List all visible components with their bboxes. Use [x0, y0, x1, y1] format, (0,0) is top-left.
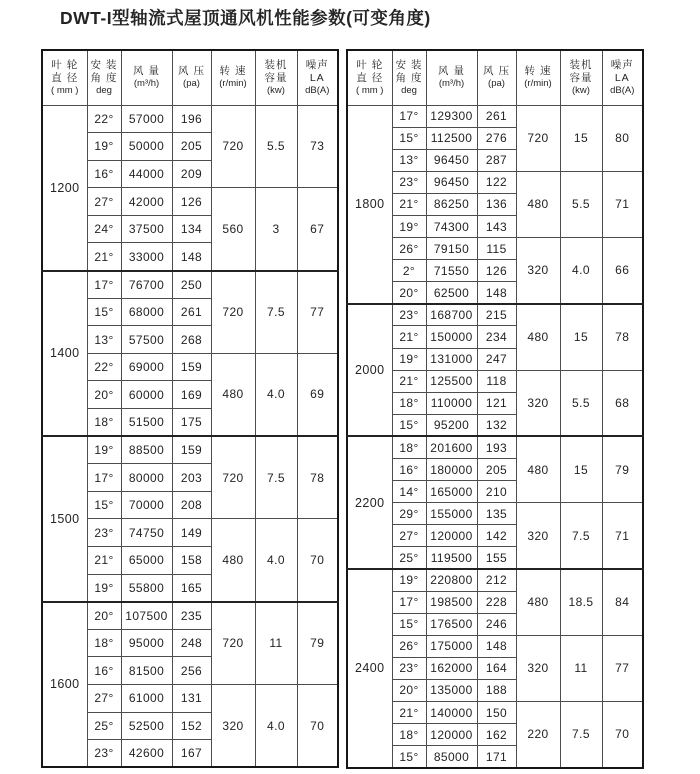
angle-cell: 21°: [392, 193, 426, 215]
pressure-cell: 235: [172, 602, 211, 630]
pressure-cell: 287: [477, 149, 516, 171]
angle-cell: 19°: [392, 569, 426, 591]
pressure-cell: 193: [477, 436, 516, 458]
pressure-cell: 212: [477, 569, 516, 591]
angle-cell: 24°: [87, 215, 121, 243]
angle-cell: 15°: [392, 613, 426, 635]
capacity-cell: 15: [560, 436, 602, 502]
pressure-cell: 171: [477, 746, 516, 768]
volume-cell: 201600: [426, 436, 477, 458]
col-header-volume: 风 量 (m³/h): [121, 50, 172, 105]
volume-cell: 180000: [426, 459, 477, 481]
pressure-cell: 142: [477, 525, 516, 547]
volume-cell: 55800: [121, 574, 172, 602]
speed-cell: 720: [211, 271, 255, 354]
diameter-section-1200: [42, 105, 338, 271]
noise-cell: 77: [602, 635, 643, 701]
volume-cell: 155000: [426, 503, 477, 525]
volume-cell: 62500: [426, 282, 477, 304]
angle-cell: 22°: [87, 353, 121, 381]
angle-cell: 27°: [87, 684, 121, 712]
angle-cell: 16°: [87, 160, 121, 188]
volume-cell: 71550: [426, 260, 477, 282]
pressure-cell: 162: [477, 724, 516, 746]
pressure-cell: 228: [477, 591, 516, 613]
volume-cell: 120000: [426, 525, 477, 547]
angle-cell: 20°: [392, 282, 426, 304]
diameter-section-1800: [347, 105, 643, 304]
volume-cell: 51500: [121, 409, 172, 437]
angle-cell: 21°: [392, 370, 426, 392]
angle-cell: 23°: [392, 657, 426, 679]
angle-cell: 21°: [392, 326, 426, 348]
col-header-angle: 安 装 角 度 deg: [392, 50, 426, 105]
capacity-cell: 7.5: [255, 271, 297, 354]
angle-cell: 27°: [87, 188, 121, 216]
volume-cell: 165000: [426, 481, 477, 503]
table-row: [347, 436, 643, 458]
noise-cell: 71: [602, 171, 643, 237]
volume-cell: 112500: [426, 127, 477, 149]
pressure-cell: 148: [477, 635, 516, 657]
table-row: [347, 105, 643, 127]
table-row: [42, 105, 338, 133]
angle-cell: 15°: [87, 298, 121, 326]
capacity-cell: 3: [255, 188, 297, 271]
volume-cell: 198500: [426, 591, 477, 613]
volume-cell: 168700: [426, 304, 477, 326]
capacity-cell: 11: [255, 602, 297, 685]
angle-cell: 18°: [392, 436, 426, 458]
diameter-section-1600: [42, 602, 338, 768]
speed-cell: 480: [211, 353, 255, 436]
performance-table-right: [346, 49, 644, 769]
speed-cell: 480: [211, 519, 255, 602]
pressure-cell: 261: [477, 105, 516, 127]
volume-cell: 42600: [121, 740, 172, 768]
pressure-cell: 210: [477, 481, 516, 503]
volume-cell: 95000: [121, 629, 172, 657]
table-row: [347, 238, 643, 260]
diameter-cell: 2400: [347, 569, 392, 768]
angle-cell: 25°: [392, 547, 426, 569]
page-title: DWT-I型轴流式屋顶通风机性能参数(可变角度): [60, 8, 431, 28]
angle-cell: 21°: [87, 243, 121, 271]
speed-cell: 560: [211, 188, 255, 271]
volume-cell: 79150: [426, 238, 477, 260]
col-header-diameter: 叶 轮 直 径 ( mm ): [347, 50, 392, 105]
pressure-cell: 188: [477, 679, 516, 701]
capacity-cell: 7.5: [255, 436, 297, 519]
angle-cell: 23°: [87, 740, 121, 768]
angle-cell: 17°: [392, 105, 426, 127]
angle-cell: 21°: [87, 547, 121, 575]
speed-cell: 720: [211, 602, 255, 685]
volume-cell: 175000: [426, 635, 477, 657]
volume-cell: 135000: [426, 679, 477, 701]
volume-cell: 69000: [121, 353, 172, 381]
diameter-section-2400: [347, 569, 643, 768]
table-header: [347, 50, 643, 105]
pressure-cell: 205: [477, 459, 516, 481]
diameter-section-2000: [347, 304, 643, 437]
angle-cell: 13°: [87, 326, 121, 354]
pressure-cell: 152: [172, 712, 211, 740]
col-header-pressure: 风 压 (pa): [477, 50, 516, 105]
pressure-cell: 143: [477, 215, 516, 237]
pressure-cell: 121: [477, 392, 516, 414]
pressure-cell: 215: [477, 304, 516, 326]
angle-cell: 15°: [392, 127, 426, 149]
col-header-pressure: 风 压 (pa): [172, 50, 211, 105]
angle-cell: 23°: [87, 519, 121, 547]
volume-cell: 57000: [121, 105, 172, 133]
table-row: [42, 602, 338, 630]
speed-cell: 320: [516, 635, 560, 701]
capacity-cell: 15: [560, 304, 602, 370]
pressure-cell: 122: [477, 171, 516, 193]
noise-cell: 70: [602, 702, 643, 768]
noise-cell: 80: [602, 105, 643, 171]
pressure-cell: 131: [172, 684, 211, 712]
angle-cell: 17°: [87, 271, 121, 299]
noise-cell: 66: [602, 238, 643, 304]
volume-cell: 150000: [426, 326, 477, 348]
speed-cell: 720: [516, 105, 560, 171]
volume-cell: 140000: [426, 702, 477, 724]
speed-cell: 480: [516, 171, 560, 237]
capacity-cell: 4.0: [255, 353, 297, 436]
col-header-angle: 安 装 角 度 deg: [87, 50, 121, 105]
noise-cell: 78: [602, 304, 643, 370]
table-row: [347, 635, 643, 657]
volume-cell: 33000: [121, 243, 172, 271]
volume-cell: 68000: [121, 298, 172, 326]
pressure-cell: 203: [172, 464, 211, 492]
pressure-cell: 148: [172, 243, 211, 271]
angle-cell: 19°: [87, 436, 121, 464]
pressure-cell: 126: [172, 188, 211, 216]
table-row: [347, 702, 643, 724]
angle-cell: 15°: [87, 491, 121, 519]
angle-cell: 22°: [87, 105, 121, 133]
volume-cell: 176500: [426, 613, 477, 635]
volume-cell: 44000: [121, 160, 172, 188]
speed-cell: 320: [516, 238, 560, 304]
col-header-capacity: 装机 容量 (kw): [560, 50, 602, 105]
pressure-cell: 148: [477, 282, 516, 304]
speed-cell: 320: [211, 684, 255, 767]
pressure-cell: 115: [477, 238, 516, 260]
table-header: [42, 50, 338, 105]
diameter-cell: 1200: [42, 105, 87, 271]
pressure-cell: 159: [172, 353, 211, 381]
table-row: [347, 503, 643, 525]
diameter-cell: 2000: [347, 304, 392, 437]
pressure-cell: 167: [172, 740, 211, 768]
pressure-cell: 234: [477, 326, 516, 348]
volume-cell: 119500: [426, 547, 477, 569]
volume-cell: 81500: [121, 657, 172, 685]
angle-cell: 18°: [87, 409, 121, 437]
noise-cell: 84: [602, 569, 643, 635]
angle-cell: 26°: [392, 635, 426, 657]
col-header-speed: 转 速 (r/min): [211, 50, 255, 105]
noise-cell: 78: [297, 436, 338, 519]
table-row: [347, 171, 643, 193]
pressure-cell: 149: [172, 519, 211, 547]
pressure-cell: 208: [172, 491, 211, 519]
noise-cell: 68: [602, 370, 643, 436]
pressure-cell: 134: [172, 215, 211, 243]
capacity-cell: 5.5: [560, 370, 602, 436]
diameter-cell: 2200: [347, 436, 392, 569]
capacity-cell: 7.5: [560, 702, 602, 768]
capacity-cell: 4.0: [255, 519, 297, 602]
pressure-cell: 247: [477, 348, 516, 370]
volume-cell: 85000: [426, 746, 477, 768]
noise-cell: 77: [297, 271, 338, 354]
pressure-cell: 155: [477, 547, 516, 569]
pressure-cell: 175: [172, 409, 211, 437]
capacity-cell: 4.0: [560, 238, 602, 304]
capacity-cell: 18.5: [560, 569, 602, 635]
table-row: [347, 370, 643, 392]
noise-cell: 73: [297, 105, 338, 188]
angle-cell: 19°: [392, 348, 426, 370]
diameter-cell: 1500: [42, 436, 87, 602]
speed-cell: 720: [211, 105, 255, 188]
diameter-section-1400: [42, 271, 338, 437]
angle-cell: 16°: [87, 657, 121, 685]
angle-cell: 27°: [392, 525, 426, 547]
noise-cell: 79: [602, 436, 643, 502]
table-row: [42, 436, 338, 464]
speed-cell: 320: [516, 503, 560, 569]
pressure-cell: 248: [172, 629, 211, 657]
volume-cell: 37500: [121, 215, 172, 243]
diameter-cell: 1600: [42, 602, 87, 768]
angle-cell: 17°: [392, 591, 426, 613]
volume-cell: 162000: [426, 657, 477, 679]
col-header-noise: 噪声 LA dB(A): [297, 50, 338, 105]
pressure-cell: 268: [172, 326, 211, 354]
angle-cell: 18°: [392, 392, 426, 414]
pressure-cell: 209: [172, 160, 211, 188]
angle-cell: 13°: [392, 149, 426, 171]
capacity-cell: 15: [560, 105, 602, 171]
angle-cell: 2°: [392, 260, 426, 282]
volume-cell: 80000: [121, 464, 172, 492]
pressure-cell: 126: [477, 260, 516, 282]
volume-cell: 76700: [121, 271, 172, 299]
volume-cell: 120000: [426, 724, 477, 746]
volume-cell: 88500: [121, 436, 172, 464]
pressure-cell: 169: [172, 381, 211, 409]
angle-cell: 23°: [392, 304, 426, 326]
volume-cell: 74300: [426, 215, 477, 237]
pressure-cell: 165: [172, 574, 211, 602]
volume-cell: 86250: [426, 193, 477, 215]
table-row: [42, 684, 338, 712]
volume-cell: 220800: [426, 569, 477, 591]
speed-cell: 480: [516, 436, 560, 502]
angle-cell: 14°: [392, 481, 426, 503]
volume-cell: 96450: [426, 149, 477, 171]
angle-cell: 20°: [392, 679, 426, 701]
capacity-cell: 5.5: [255, 105, 297, 188]
pressure-cell: 246: [477, 613, 516, 635]
angle-cell: 18°: [392, 724, 426, 746]
pressure-cell: 261: [172, 298, 211, 326]
volume-cell: 74750: [121, 519, 172, 547]
capacity-cell: 4.0: [255, 684, 297, 767]
pressure-cell: 196: [172, 105, 211, 133]
col-header-diameter: 叶 轮 直 径 ( mm ): [42, 50, 87, 105]
pressure-cell: 159: [172, 436, 211, 464]
angle-cell: 17°: [87, 464, 121, 492]
diameter-section-1500: [42, 436, 338, 602]
col-header-volume: 风 量 (m³/h): [426, 50, 477, 105]
table-row: [42, 353, 338, 381]
capacity-cell: 7.5: [560, 503, 602, 569]
volume-cell: 110000: [426, 392, 477, 414]
pressure-cell: 118: [477, 370, 516, 392]
angle-cell: 19°: [392, 215, 426, 237]
noise-cell: 71: [602, 503, 643, 569]
angle-cell: 16°: [392, 459, 426, 481]
tables-row: [41, 49, 700, 769]
volume-cell: 96450: [426, 171, 477, 193]
noise-cell: 67: [297, 188, 338, 271]
capacity-cell: 5.5: [560, 171, 602, 237]
diameter-cell: 1400: [42, 271, 87, 437]
pressure-cell: 132: [477, 414, 516, 436]
pressure-cell: 250: [172, 271, 211, 299]
angle-cell: 21°: [392, 702, 426, 724]
angle-cell: 18°: [87, 629, 121, 657]
angle-cell: 26°: [392, 238, 426, 260]
volume-cell: 95200: [426, 414, 477, 436]
pressure-cell: 256: [172, 657, 211, 685]
volume-cell: 131000: [426, 348, 477, 370]
angle-cell: 15°: [392, 746, 426, 768]
volume-cell: 125500: [426, 370, 477, 392]
noise-cell: 70: [297, 684, 338, 767]
pressure-cell: 164: [477, 657, 516, 679]
angle-cell: 23°: [392, 171, 426, 193]
angle-cell: 15°: [392, 414, 426, 436]
angle-cell: 20°: [87, 381, 121, 409]
diameter-section-2200: [347, 436, 643, 569]
table-row: [42, 519, 338, 547]
noise-cell: 79: [297, 602, 338, 685]
volume-cell: 70000: [121, 491, 172, 519]
volume-cell: 129300: [426, 105, 477, 127]
table-row: [347, 569, 643, 591]
volume-cell: 52500: [121, 712, 172, 740]
pressure-cell: 158: [172, 547, 211, 575]
speed-cell: 320: [516, 370, 560, 436]
pressure-cell: 205: [172, 133, 211, 161]
volume-cell: 107500: [121, 602, 172, 630]
page: [0, 5, 700, 774]
noise-cell: 69: [297, 353, 338, 436]
angle-cell: 25°: [87, 712, 121, 740]
volume-cell: 65000: [121, 547, 172, 575]
speed-cell: 220: [516, 702, 560, 768]
pressure-cell: 136: [477, 193, 516, 215]
speed-cell: 480: [516, 569, 560, 635]
angle-cell: 20°: [87, 602, 121, 630]
table-row: [42, 271, 338, 299]
angle-cell: 19°: [87, 133, 121, 161]
pressure-cell: 150: [477, 702, 516, 724]
table-row: [42, 188, 338, 216]
speed-cell: 480: [516, 304, 560, 370]
volume-cell: 61000: [121, 684, 172, 712]
speed-cell: 720: [211, 436, 255, 519]
diameter-cell: 1800: [347, 105, 392, 304]
volume-cell: 57500: [121, 326, 172, 354]
pressure-cell: 276: [477, 127, 516, 149]
volume-cell: 42000: [121, 188, 172, 216]
angle-cell: 19°: [87, 574, 121, 602]
capacity-cell: 11: [560, 635, 602, 701]
performance-table-left: [41, 49, 339, 768]
col-header-speed: 转 速 (r/min): [516, 50, 560, 105]
col-header-capacity: 装机 容量 (kw): [255, 50, 297, 105]
noise-cell: 70: [297, 519, 338, 602]
col-header-noise: 噪声 LA dB(A): [602, 50, 643, 105]
volume-cell: 50000: [121, 133, 172, 161]
angle-cell: 29°: [392, 503, 426, 525]
table-row: [347, 304, 643, 326]
pressure-cell: 135: [477, 503, 516, 525]
volume-cell: 60000: [121, 381, 172, 409]
